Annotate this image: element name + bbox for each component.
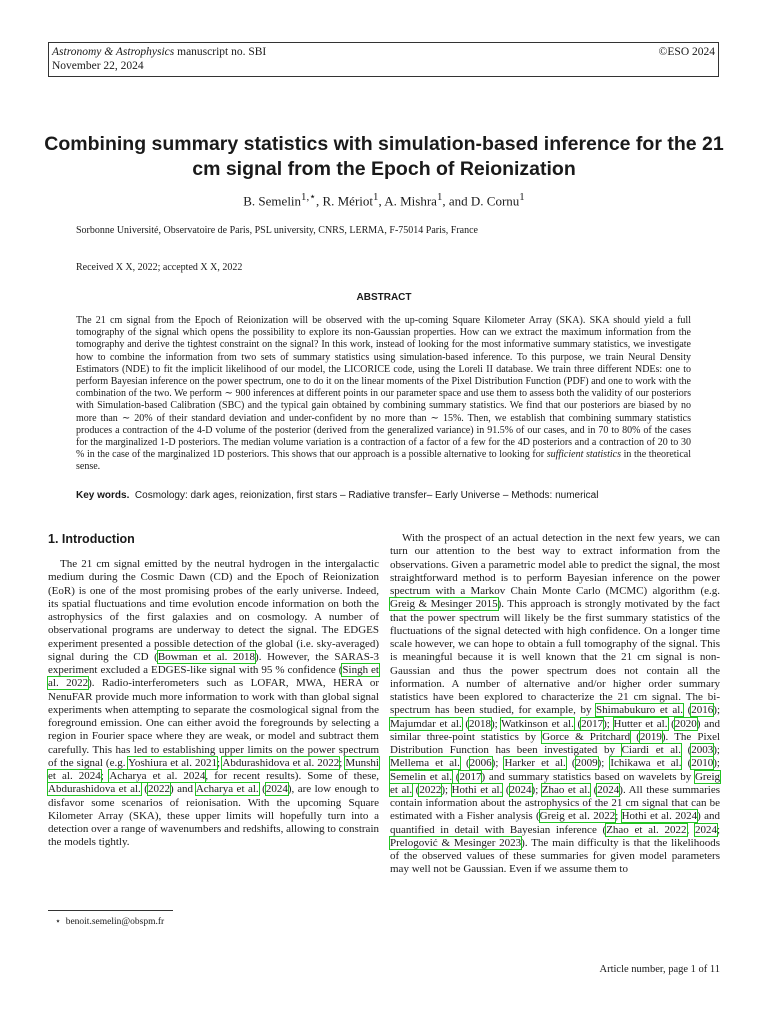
body-text: (: [502, 783, 510, 796]
body-text: );: [491, 717, 502, 730]
citation-link[interactable]: 2017: [581, 717, 604, 730]
body-text: ;: [716, 823, 721, 836]
body-text: ;: [339, 756, 346, 769]
citation-link[interactable]: 2016: [691, 704, 714, 717]
citation-link[interactable]: 2020: [674, 717, 697, 730]
author-sup: 1: [436, 191, 443, 203]
citation-link[interactable]: Ciardi et al.: [621, 744, 681, 756]
citation-link[interactable]: Prelogović & Mesinger 2023: [390, 836, 522, 849]
body-text: ;: [100, 770, 110, 782]
citation-link[interactable]: Watkinson et al.: [501, 717, 574, 730]
author-list: B. Semelin$^{1,⋆}$, R. Mériot$^1$, A. Mishra$^1$, and D. Cornu$^1$: [243, 191, 525, 209]
body-text: ;: [216, 756, 223, 769]
footnote-mark: ⋆: [55, 917, 61, 927]
citation-link[interactable]: Hothi et al. 2024: [621, 810, 698, 823]
author-sup: 1: [373, 191, 379, 203]
body-text: ), are low enough to disfavor some scenarios of reionisation. With the upcoming Square Kilometer Array (SKA), these upper limits will hopefully turn into a detection over a range of wavenumbers and redshifts, allowing to constrain the models tightly.: [48, 783, 379, 849]
citation-link[interactable]: 2024: [509, 783, 532, 796]
citation-link[interactable]: 2003: [691, 744, 714, 756]
journal-name: Astronomy & Astrophysics: [52, 46, 175, 58]
abstract-italic: sufficient statistics: [546, 449, 621, 461]
received-dates: Received X X, 2022; accepted X X, 2022: [76, 262, 243, 273]
citation-link[interactable]: Zhao et al.: [541, 783, 591, 796]
citation-link[interactable]: Mellema et al.: [390, 757, 460, 770]
body-text: (: [573, 717, 582, 730]
citation-link[interactable]: 2018: [469, 717, 492, 730]
keywords-label: Key words.: [76, 490, 130, 501]
body-text: (: [680, 744, 692, 756]
body-text: );: [491, 757, 505, 770]
footnote-email: benoit.semelin@obspm.fr: [65, 917, 165, 927]
body-text: );: [597, 757, 611, 770]
citation-link[interactable]: 2022: [147, 783, 170, 796]
body-text: The 21 cm signal emitted by the neutral hydrogen in the intergalactic medium during the Cosmic Dawn (CD) and the Epoch of Reionization (EoR) is one of the most promising probes of the early universe. Indeed, its spatial fluctuations and time evolution encode information on both the astrophysics of the first galaxies and on cosmology. A number of observational programs are underway to detect the signal. The EDGES experiment presented a possible detection of the global (i.e. sky-averaged) signal during the CD (: [48, 558, 379, 663]
copyright: ©ESO 2024: [658, 46, 715, 58]
body-text: (: [258, 783, 266, 796]
citation-link[interactable]: Semelin et al.: [390, 770, 453, 783]
section-heading: [48, 532, 135, 546]
body-text: ). All these summaries contain information about the astrophysics of the 21 cm signal that can be estimated with a Fisher analysis (: [390, 783, 720, 823]
abstract-part: in the theoretical sense.: [76, 449, 691, 473]
citation-link[interactable]: 2022: [419, 783, 442, 796]
citation-link[interactable]: 2010: [691, 757, 714, 770]
running-header: [48, 42, 719, 77]
abstract-heading: ABSTRACT: [356, 292, 412, 303]
citation-link[interactable]: Acharya et al. 2024: [109, 770, 206, 782]
citation-link[interactable]: 2024: [265, 783, 288, 796]
citation-link[interactable]: Acharya et al.: [195, 783, 259, 796]
body-text: ). Radio-interferometers such as LOFAR, MWA, HERA or NenuFAR provide much more information to work with than global signal experiments when attempting to separate the cosmological signal from the foreground emission. One can either avoid the foregrounds by selecting a region in Fourier space where they are weak, or model and subtract them carefully. This has led to establishing upper limits on the power spectrum of the signal (e.g.: [48, 677, 379, 769]
citation-link[interactable]: Munshi et al. 2024: [48, 756, 379, 782]
body-text: );: [603, 717, 614, 730]
citation-link[interactable]: 2019: [639, 730, 662, 743]
citation-link[interactable]: Hutter et al.: [613, 717, 668, 730]
section-title: Introduction: [61, 532, 135, 546]
citation-link[interactable]: Zhao et al. 2022: [606, 823, 687, 836]
author-sup: 1,⋆: [301, 191, 316, 203]
body-text: (: [452, 770, 460, 783]
body-text: With the prospect of an actual detection in the next few years, we can turn our attention to the best way to extract information from the observations. Given a parametric model able to predict the signal, the most straightforward method is to perform Bayesian inference on the power spectrum with a Markov Chain Monte Carlo (MCMC) algorithm (e.g.: [390, 532, 720, 597]
body-text: (: [565, 757, 576, 770]
keywords: [76, 490, 691, 502]
citation-link[interactable]: 2009: [575, 757, 598, 770]
author: B. Semelin: [243, 193, 302, 209]
body-text: );: [713, 744, 720, 756]
header-date: November 22, 2024: [52, 60, 144, 72]
citation-link[interactable]: Hothi et al.: [451, 783, 503, 796]
section-number: 1.: [48, 532, 59, 546]
author-sup: 1: [519, 191, 525, 203]
citation-link[interactable]: 2024: [597, 783, 620, 796]
intro-right-column: [390, 532, 720, 877]
author: A. Mishra: [384, 193, 437, 209]
citation-link[interactable]: Singh et al. 2022: [48, 664, 379, 690]
affiliation: Sorbonne Université, Observatoire de Paris, PSL university, CNRS, LERMA, F-75014 Paris, France: [76, 225, 478, 236]
author: R. Mériot: [322, 193, 374, 209]
body-text: (: [683, 704, 692, 717]
body-text: );: [531, 783, 542, 796]
body-text: ,: [686, 823, 695, 836]
body-text: (: [412, 783, 420, 796]
body-text: , for recent results). Some of these,: [205, 770, 379, 782]
intro-left-column: [48, 558, 379, 850]
manuscript-id: manuscript no. SBI: [177, 46, 267, 58]
citation-link[interactable]: Ichikawa et al.: [610, 757, 682, 770]
citation-link[interactable]: Majumdar et al.: [390, 717, 462, 730]
body-text: ) and similar three-point statistics by: [390, 717, 720, 743]
body-text: (: [459, 757, 470, 770]
citation-link[interactable]: 2006: [469, 757, 492, 770]
citation-link[interactable]: Greig et al.: [390, 770, 720, 796]
body-text: (: [140, 783, 148, 796]
body-text: ) and quantified in detail with Bayesian inference (: [390, 810, 721, 836]
body-text: );: [441, 783, 452, 796]
body-text: ). This approach is strongly motivated by the fact that the power spectrum will likely be the first summary statistics of the fluctuations of the signal detected with high confidence. On a longer time scale however, we can hope to obtain a full tomography of the signal. This is meaningful because it is well known that the 21 cm signal is non-Gaussian and thus the power spectrum does not contain all the information. A number of alternative and/or higher order summary statistics have been explored to characterize the 21 cm signal. The bi-spectrum has been studied, for example, by: [390, 598, 720, 717]
citation-link[interactable]: Abdurashidova et al.: [48, 783, 141, 796]
page-number: Article number, page 1 of 11: [599, 964, 720, 975]
body-text: ). The Pixel Distribution Function has been investigated by: [390, 730, 721, 756]
citation-link[interactable]: Harker et al.: [504, 757, 566, 770]
body-text: (: [630, 730, 640, 743]
citation-link[interactable]: Bowman et al. 2018: [157, 650, 256, 663]
body-text: (: [667, 717, 675, 730]
body-text: (: [590, 783, 598, 796]
body-text: ) and: [169, 783, 196, 796]
body-text: ). The main difficulty is that the likelihoods of the observed values of these summaries for given model parameters may well not be Gaussian. Even if we assume them to: [390, 836, 720, 876]
citation-link[interactable]: Yoshiura et al. 2021: [128, 756, 217, 769]
paper-title: Combining summary statistics with simulation-based inference for the 21 cm signal from the Epoch of Reionization: [44, 133, 724, 180]
citation-link[interactable]: Abdurashidova et al. 2022: [222, 756, 340, 769]
citation-link[interactable]: 2024: [694, 823, 717, 836]
footnote-rule: [48, 910, 173, 911]
abstract-part: The 21 cm signal from the Epoch of Reionization will be observed with the up-coming Square Kilometer Array (SKA). SKA should yield a full tomography of the signal which opens the possibility to explore its non-Gaussian properties. How can we extract the maximum information from the tomography and derive the tightest constraint on the signal? In this work, instead of looking for the most informative summary statistics, we investigate how to combine the information from two sets of summary statistics using simulation-based inference. To this purpose, we train Neural Density Estimators (NDE) to fit the implicit likelihood of our model, the LICORICE code, using the Loreli II database. We train three different NDEs: one to perform Bayesian inference on the power spectrum, one to do it on the linear moments of the Pixel Distribution Function (PDF) and one to work with the combination of the two. We perform ∼ 900 inferences at different points in our parameter space and use them to assess both the validity of our posteriors with Simulation-based Calibration (SBC) and the typical gain obtained by combining summary statistics. We find that our posteriors are biased by no more than ∼ 20% of their standard deviation and under-confident by no more than ∼ 15%. Then, we establish that combining summary statistics produces a contraction of the 4-D volume of the posterior (derived from the generalized variance) in 91.5% of our cases, and in 70 to 80% of the cases for the marginalized 1-D posteriors. The median volume variation is a contraction of a factor of a few for the 4D posteriors and a contraction of 20 to 30 % in the case of the marginalized 1D posteriors. This shows that our approach is a possible alternative to looking for: [76, 315, 691, 461]
keywords-text: Cosmology: dark ages, reionization, first stars – Radiative transfer– Early Universe – Methods: numerical: [134, 490, 599, 501]
citation-link[interactable]: Shimabukuro et al.: [596, 704, 684, 717]
body-text: );: [713, 704, 721, 717]
citation-link[interactable]: 2017: [459, 770, 482, 783]
body-text: (: [681, 757, 692, 770]
body-text: );: [713, 757, 720, 770]
journal-line: [52, 45, 266, 59]
citation-link[interactable]: Greig et al. 2022: [539, 810, 616, 823]
author: D. Cornu: [470, 193, 520, 209]
body-text: ). However, the SARAS-3 experiment excluded a EDGES-like signal with 95 % confidence (: [48, 650, 379, 676]
citation-link[interactable]: Gorce & Pritchard: [542, 730, 631, 743]
abstract-text: [76, 315, 691, 474]
citation-link[interactable]: Greig & Mesinger 2015: [390, 598, 498, 611]
footnote: [55, 916, 164, 927]
body-text: ;: [615, 810, 622, 823]
body-text: ) and summary statistics based on wavelets by: [481, 770, 695, 783]
body-text: (: [461, 717, 470, 730]
